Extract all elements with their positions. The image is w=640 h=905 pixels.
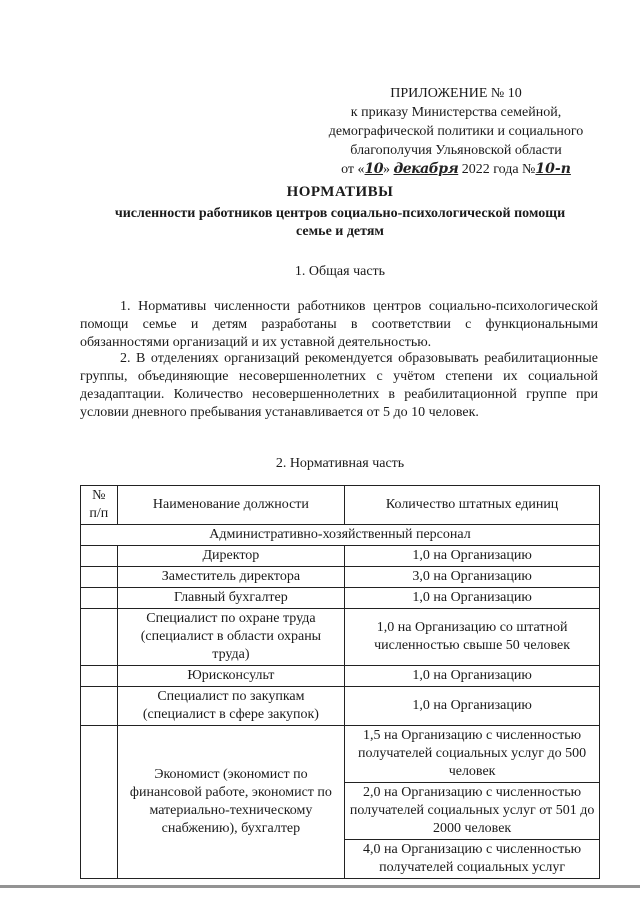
row-name: Заместитель директора (117, 567, 345, 588)
handwritten-month: декабря (393, 161, 459, 177)
row-qty: 1,0 на Организацию со штатной численностью свыше 50 человек (345, 609, 600, 666)
scan-edge-line (0, 885, 640, 888)
header-num: № п/п (81, 486, 118, 525)
appendix-line: благополучия Ульяновской области (350, 143, 562, 158)
paragraph-text: отделениях организаций рекомендуется образовывать реабилитационные группы, объединяющие несовершеннолетних с учётом степени их социальной дезадаптации. Количество несовершеннолетних в реабилитационной группе при условии дневного пребывания устанавливается от 5 до 10 человек. (80, 351, 599, 420)
paragraph-2 (80, 350, 598, 422)
row-qty: 1,5 на Организацию с численностью получателей социальных услуг до 500 человек (345, 726, 600, 783)
table-row (81, 546, 600, 567)
section-heading-general: 1. Общая часть (294, 264, 386, 279)
row-name: Главный бухгалтер (117, 588, 345, 609)
section-heading-normative: 2. Нормативная часть (275, 456, 405, 471)
row-name: Специалист по закупкам (специалист в сфере закупок) (117, 687, 345, 726)
header-qty: Количество штатных единиц (345, 486, 600, 525)
table-row (81, 567, 600, 588)
row-num (81, 726, 118, 879)
date-quote: » (383, 162, 390, 177)
row-num (81, 546, 118, 567)
title-main: НОРМАТИВЫ (286, 184, 394, 200)
group-title: Административно-хозяйственный персонал (81, 525, 600, 546)
title-subtitle: семье и детям (296, 224, 384, 239)
row-name: Директор (117, 546, 345, 567)
appendix-block (296, 84, 616, 179)
paragraph-number: 1. (120, 299, 131, 314)
row-num (81, 588, 118, 609)
row-qty: 1,0 на Организацию (345, 666, 600, 687)
handwritten-order-number: 10-п (535, 161, 571, 177)
row-qty: 2,0 на Организацию с численностью получателей социальных услуг от 501 до 2000 человек (345, 783, 600, 840)
row-qty: 1,0 на Организацию (345, 546, 600, 567)
table-header-row (81, 486, 600, 525)
row-num (81, 666, 118, 687)
document-title (60, 183, 620, 241)
row-name: Специалист по охране труда (специалист в области охраны труда) (117, 609, 345, 666)
paragraph-number: 2. В (120, 351, 146, 366)
title-subtitle: численности работников центров социально-психологической помощи (114, 206, 566, 221)
row-qty: 1,0 на Организацию (345, 588, 600, 609)
row-name: Юрисконсульт (117, 666, 345, 687)
handwritten-day: 10 (364, 161, 383, 177)
row-qty: 4,0 на Организацию с численностью получателей социальных услуг (345, 840, 600, 879)
table-row (81, 726, 600, 783)
group-row (81, 525, 600, 546)
date-prefix: от « (341, 162, 365, 177)
table-row (81, 687, 600, 726)
row-qty: 1,0 на Организацию (345, 687, 600, 726)
appendix-title: ПРИЛОЖЕНИЕ № 10 (390, 86, 522, 101)
table-row (81, 666, 600, 687)
row-num (81, 687, 118, 726)
row-num (81, 567, 118, 588)
paragraph-text: Нормативы численности работников центров социально-психологической помощи семье и детям разработаны в соответствии с функциональными обязанностями организаций и их уставной деятельностью. (80, 299, 598, 350)
order-date-line (296, 160, 616, 179)
date-suffix: 2022 года № (461, 162, 536, 177)
row-qty: 3,0 на Организацию (345, 567, 600, 588)
row-name: Экономист (экономист по финансовой работе, экономист по материально-техническому снабжению), бухгалтер (117, 726, 345, 879)
appendix-line: демографической политики и социального (328, 124, 584, 139)
paragraph-1 (80, 298, 598, 352)
table-row (81, 609, 600, 666)
table-row (81, 588, 600, 609)
norms-table (80, 485, 600, 879)
row-num (81, 609, 118, 666)
header-name: Наименование должности (117, 486, 345, 525)
appendix-line: к приказу Министерства семейной, (350, 105, 562, 120)
